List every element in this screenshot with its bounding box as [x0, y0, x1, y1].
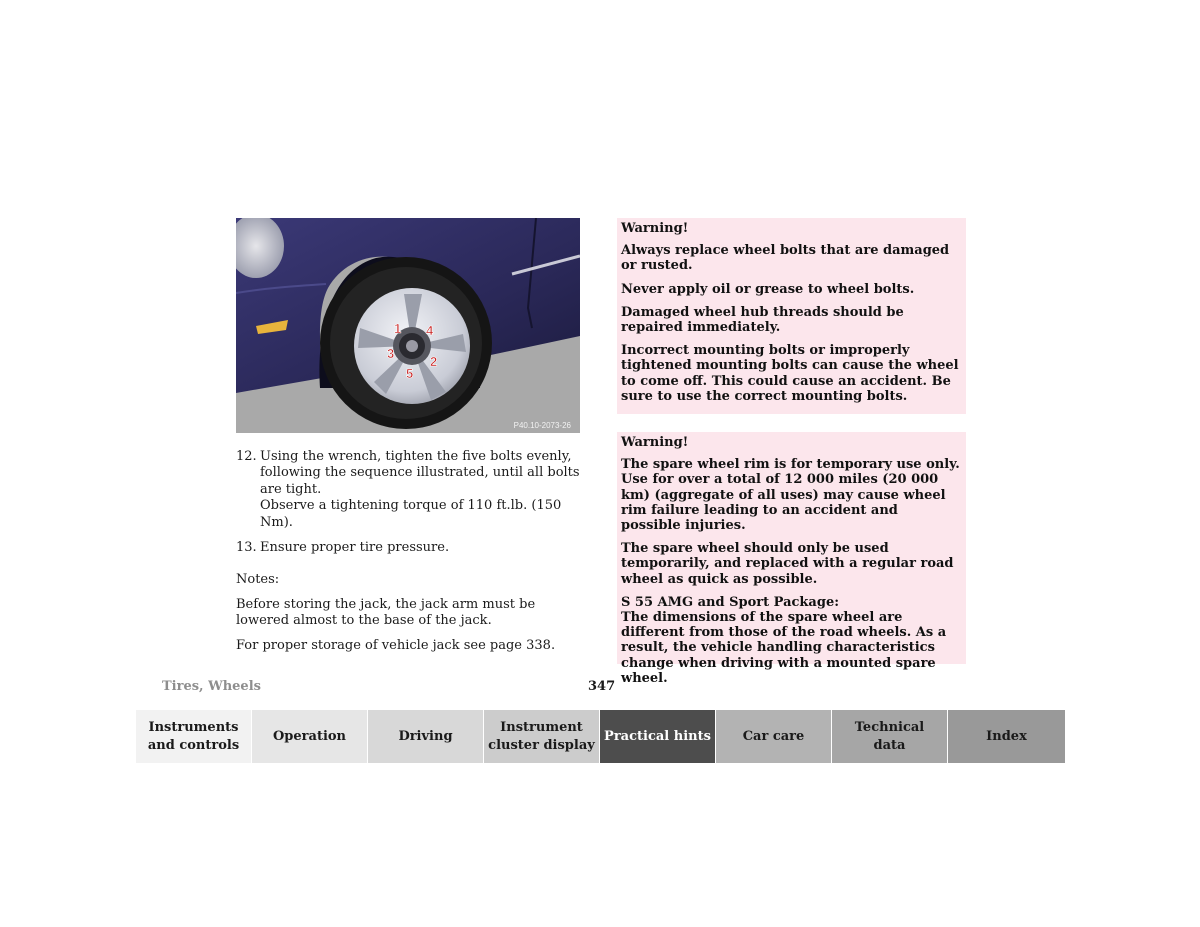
note-jack-storage: Before storing the jack, the jack arm must be lowered almost to the base of the jack.: [236, 596, 536, 629]
bolt-number-3: 3: [387, 346, 395, 361]
step-12: [236, 449, 588, 531]
wheel-bolt-sequence-illustration: [236, 218, 580, 433]
bolt-number-overlay: [236, 218, 580, 433]
step-text: Using the wrench, tighten the five bolts evenly, following the sequence illustrated, until all bolts are tight.: [260, 449, 580, 497]
warning-subheading: S 55 AMG and Sport Package:: [621, 594, 840, 610]
bolt-number-1: 1: [394, 321, 402, 336]
step-text: Ensure proper tire pressure.: [260, 540, 450, 556]
tab-instruments-and-controls[interactable]: Instruments and controls: [136, 710, 252, 763]
step-13: [236, 540, 588, 556]
notes-label: Notes:: [236, 572, 280, 588]
tab-technical-data[interactable]: Technical data: [832, 710, 948, 763]
step-subtext: Observe a tightening torque of 110 ft.lb. (150 Nm).: [260, 498, 562, 530]
tab-practical-hints[interactable]: Practical hints: [600, 710, 716, 763]
step-number: 13.: [236, 540, 257, 556]
section-label: Tires, Wheels: [162, 679, 261, 694]
figure-code: P40.10-2073-26: [513, 421, 571, 430]
warning-paragraph: Damaged wheel hub threads should be repaired immediately.: [621, 304, 904, 336]
warning-paragraph: Incorrect mounting bolts or improperly tightened mounting bolts can cause the wheel to come off. This could cause an accident. Be sure to use the correct mounting bolts.: [621, 343, 959, 404]
warning-paragraph: Never apply oil or grease to wheel bolts.: [621, 281, 915, 297]
tab-driving[interactable]: Driving: [368, 710, 484, 763]
warning-box-wheel-bolts: [617, 218, 966, 414]
chapter-nav-tabs: [136, 710, 1065, 763]
warning-box-spare-wheel: [617, 432, 966, 686]
warning-paragraph: The spare wheel rim is for temporary use only. Use for over a total of 12 000 miles (20 000 km) (aggregate of all uses) may cause wheel rim failure leading to an accident and possible injuries.: [621, 457, 960, 534]
note-storage-page-reference: For proper storage of vehicle jack see page 338.: [236, 637, 556, 653]
instructions-column: [236, 449, 588, 662]
step-number: 12.: [236, 449, 257, 464]
warning-paragraph: The spare wheel should only be used temporarily, and replaced with a regular road wheel as quick as possible.: [621, 541, 954, 587]
tab-index[interactable]: Index: [948, 710, 1065, 763]
page-number: 347: [588, 679, 616, 694]
tab-car-care[interactable]: Car care: [716, 710, 832, 763]
warning-paragraph: The dimensions of the spare wheel are different from those of the road wheels. As a result, the vehicle handling characteristics change when driving with a mounted spare wheel.: [621, 610, 947, 686]
warning-title: Warning!: [621, 221, 689, 236]
tab-operation[interactable]: Operation: [252, 710, 368, 763]
bolt-number-4: 4: [426, 323, 434, 338]
bolt-number-5: 5: [406, 366, 414, 381]
warning-title: Warning!: [621, 435, 689, 450]
tab-instrument-cluster-display[interactable]: Instrument cluster display: [484, 710, 600, 763]
warning-paragraph: Always replace wheel bolts that are damaged or rusted.: [621, 243, 950, 274]
bolt-number-2: 2: [430, 354, 438, 369]
